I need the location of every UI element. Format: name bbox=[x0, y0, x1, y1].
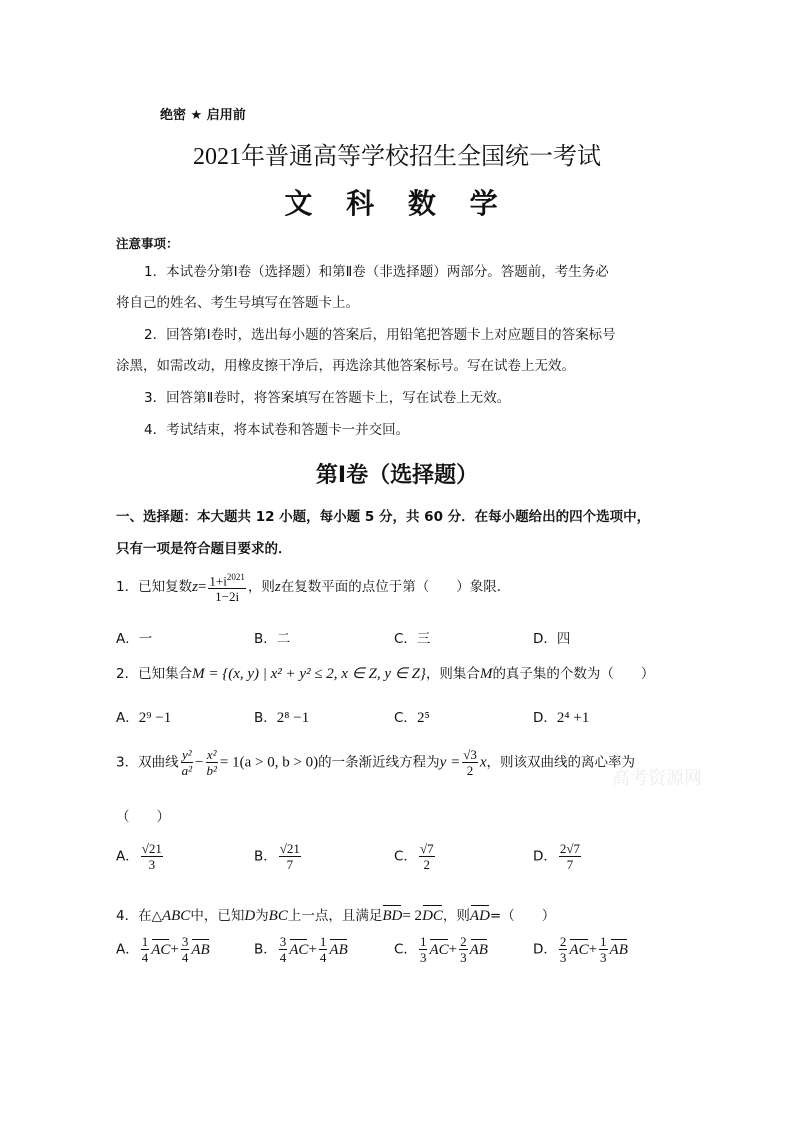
q3-a-den: 3 bbox=[148, 857, 156, 872]
note-line-2: 将自己的姓名、考生号填写在答题卡上。 bbox=[116, 295, 359, 311]
notes-heading: 注意事项： bbox=[116, 236, 179, 251]
q3-a-num: √21 bbox=[141, 841, 162, 856]
q2-a-label: A． bbox=[116, 710, 139, 726]
q3-suffix: ，则该双曲线的离心率为 bbox=[486, 754, 635, 771]
fraction-part: 3 bbox=[559, 950, 567, 965]
question-1 bbox=[116, 570, 510, 604]
fraction-part: 1 bbox=[141, 934, 149, 949]
q4-a-label: A． bbox=[116, 941, 139, 958]
q2-option-d bbox=[533, 706, 589, 727]
q3-d-den: 7 bbox=[566, 857, 574, 872]
confidential-label: 绝密 ★ 启用前 bbox=[160, 108, 246, 123]
q3-b-den: 7 bbox=[286, 857, 294, 872]
part-instruction-1: 一、选择题：本大题共 12 小题，每小题 5 分，共 60 分．在每小题给出的四个选项中， bbox=[116, 509, 651, 525]
q4-vec-ad: AD bbox=[469, 908, 490, 924]
q2-m: M bbox=[479, 666, 493, 682]
q4-option-b bbox=[254, 934, 348, 965]
q4-c-vec-ac: AC bbox=[429, 941, 449, 958]
q2-suffix2: 的真子集的个数为（ ） bbox=[492, 666, 655, 682]
q2-option-c bbox=[394, 706, 430, 727]
note-line-1: 1．本试卷分第Ⅰ卷（选择题）和第Ⅱ卷（非选择题）两部分。答题前，考生务必 bbox=[144, 264, 609, 280]
q4-bc: BC bbox=[268, 908, 288, 924]
q2-a-value: 2⁹ −1 bbox=[138, 710, 172, 726]
q4-c-label: C． bbox=[394, 941, 417, 958]
q4-b-vec-ab: AB bbox=[329, 941, 348, 958]
fraction bbox=[599, 934, 608, 965]
q3-cond: = 1(a > 0, b > 0) bbox=[219, 754, 319, 771]
fraction-part: 4 bbox=[141, 950, 149, 965]
q1-z: z bbox=[192, 579, 198, 596]
q3-c-label: C． bbox=[394, 848, 417, 865]
q3-option-d bbox=[533, 841, 583, 872]
section-title: 第Ⅰ卷（选择题） bbox=[315, 463, 479, 488]
fraction bbox=[419, 841, 435, 872]
q2-option-b bbox=[254, 706, 309, 727]
q1-denominator: 1−2i bbox=[215, 589, 240, 605]
q1-suffix-a: ，则 bbox=[247, 579, 275, 596]
q3-b-label: B． bbox=[254, 848, 277, 865]
q1-eq: = bbox=[197, 579, 207, 596]
part-instruction-2: 只有一项是符合题目要求的． bbox=[116, 541, 292, 557]
q1-exponent: 2021 bbox=[226, 572, 245, 582]
fraction-part: 1 bbox=[419, 934, 427, 949]
fraction-part: 4 bbox=[279, 950, 287, 965]
fraction-part: 4 bbox=[319, 950, 327, 965]
fraction bbox=[319, 934, 328, 965]
q3-c-num: √7 bbox=[419, 841, 434, 856]
q3-d-label: D． bbox=[533, 848, 557, 865]
q2-c-label: C． bbox=[394, 710, 417, 726]
q2-suffix: ，则集合 bbox=[425, 666, 480, 682]
q4-c-vec-ab: AB bbox=[469, 941, 488, 958]
q4-option-a bbox=[116, 934, 210, 965]
q3-option-b bbox=[254, 841, 303, 872]
q3-option-a bbox=[116, 841, 165, 872]
q3-sqrt3: √3 bbox=[463, 747, 477, 762]
fraction-part: 2 bbox=[559, 934, 567, 949]
q1-option-c: C．三 bbox=[394, 631, 431, 647]
fraction bbox=[279, 841, 301, 872]
question-3 bbox=[116, 747, 635, 778]
fraction bbox=[559, 934, 568, 965]
q3-paren: （ ） bbox=[116, 809, 170, 825]
q1-suffix-b: 在复数平面的点位于第（ ）象限． bbox=[280, 579, 511, 596]
question-4 bbox=[116, 904, 555, 925]
q2-b-value: 2⁸ −1 bbox=[276, 710, 310, 726]
q3-frac-slope bbox=[462, 747, 478, 778]
fraction-part: 2 bbox=[460, 934, 467, 949]
q4-b-label: B． bbox=[254, 941, 277, 958]
q3-prefix: 3．双曲线 bbox=[116, 754, 179, 771]
q4-a-vec-ab: AB bbox=[191, 941, 210, 958]
q4-vec-dc: DC bbox=[422, 908, 443, 924]
q2-c-value: 2⁵ bbox=[416, 710, 430, 726]
math-symbol: + bbox=[588, 941, 598, 958]
q4-b-vec-ac: AC bbox=[289, 941, 309, 958]
fraction bbox=[141, 841, 163, 872]
q4-prefix: 4．在△ bbox=[116, 908, 162, 924]
fraction-part: 1 bbox=[600, 934, 607, 949]
q4-t1: 中，已知 bbox=[190, 908, 245, 924]
q3-two: 2 bbox=[466, 763, 474, 778]
q3-mid: 的一条渐近线方程为 bbox=[318, 754, 440, 771]
q3-a2: a² bbox=[181, 763, 192, 778]
fraction bbox=[559, 841, 581, 872]
q2-d-label: D． bbox=[533, 710, 557, 726]
q2-option-a bbox=[116, 706, 171, 727]
q1-numerator: 1+i bbox=[209, 573, 227, 589]
fraction-part: 3 bbox=[279, 934, 287, 949]
q4-t3: 上一点，且满足 bbox=[287, 908, 383, 924]
q4-t5: =（ ） bbox=[489, 908, 556, 924]
math-symbol: − bbox=[195, 754, 204, 771]
q4-d: D bbox=[244, 908, 256, 924]
math-symbol: + bbox=[170, 941, 179, 958]
math-symbol: + bbox=[448, 941, 458, 958]
q4-option-d bbox=[533, 934, 628, 965]
q3-yeq: y = bbox=[439, 754, 461, 771]
q3-frac-x bbox=[205, 747, 217, 778]
question-2 bbox=[116, 662, 654, 683]
q3-x2: x² bbox=[206, 747, 217, 762]
q1-option-d: D．四 bbox=[533, 631, 571, 647]
q4-t4: ，则 bbox=[442, 908, 470, 924]
q3-a-label: A． bbox=[116, 848, 139, 865]
q4-option-c bbox=[394, 934, 488, 965]
subject-title: 文 科 数 学 bbox=[284, 187, 510, 220]
fraction-part: 4 bbox=[181, 950, 189, 965]
fraction bbox=[181, 934, 190, 965]
fraction bbox=[419, 934, 428, 965]
q3-d-num: 2√7 bbox=[559, 841, 581, 856]
q3-frac-y bbox=[181, 747, 193, 778]
fraction-part: 3 bbox=[600, 950, 607, 965]
q1-fraction bbox=[208, 570, 245, 604]
q2-d-value: 2⁴ +1 bbox=[556, 710, 590, 726]
q4-eq2: = 2 bbox=[402, 908, 423, 924]
q4-vec-bd: BD bbox=[382, 908, 403, 924]
fraction bbox=[459, 934, 468, 965]
q2-set: M = {(x, y) | x² + y² ≤ 2, x ∈ Z, y ∈ Z} bbox=[192, 666, 426, 682]
q4-d-vec-ab: AB bbox=[609, 941, 628, 958]
q4-d-label: D． bbox=[533, 941, 557, 958]
q4-a-vec-ac: AC bbox=[151, 941, 171, 958]
q2-b-label: B． bbox=[254, 710, 277, 726]
fraction-part: 3 bbox=[419, 950, 427, 965]
q3-x: x bbox=[479, 754, 487, 771]
exam-title: 2021年普通高等学校招生全国统一考试 bbox=[193, 144, 601, 170]
math-symbol: + bbox=[308, 941, 317, 958]
q4-t2: 为 bbox=[255, 908, 269, 924]
fraction-part: 3 bbox=[181, 934, 189, 949]
note-line-4: 涂黑，如需改动，用橡皮擦干净后，再选涂其他答案标号。写在试卷上无效。 bbox=[116, 358, 575, 374]
fraction bbox=[279, 934, 288, 965]
fraction-part bbox=[208, 570, 245, 589]
note-line-6: 4．考试结束，将本试卷和答题卡一并交回。 bbox=[144, 422, 410, 438]
q1-z2: z bbox=[274, 579, 281, 596]
note-line-3: 2．回答第Ⅰ卷时，选出每小题的答案后，用铅笔把答题卡上对应题目的答案标号 bbox=[144, 327, 616, 343]
q4-abc: ABC bbox=[161, 908, 191, 924]
watermark: 高考资源网 bbox=[612, 768, 702, 789]
q3-b2: b² bbox=[206, 763, 217, 778]
fraction-part: 3 bbox=[460, 950, 467, 965]
q3-c-den: 2 bbox=[423, 857, 430, 872]
q3-y2: y² bbox=[181, 747, 192, 762]
q4-d-vec-ac: AC bbox=[569, 941, 589, 958]
q1-option-b: B．二 bbox=[254, 631, 291, 647]
q3-b-num: √21 bbox=[279, 841, 300, 856]
note-line-5: 3．回答第Ⅱ卷时，将答案填写在答题卡上，写在试卷上无效。 bbox=[144, 390, 511, 406]
fraction bbox=[141, 934, 150, 965]
q1-option-a: A．一 bbox=[116, 631, 153, 647]
q3-option-c bbox=[394, 841, 437, 872]
fraction-part: 1 bbox=[319, 934, 327, 949]
q2-prefix: 2．已知集合 bbox=[116, 666, 193, 682]
q1-prefix: 1．已知复数 bbox=[116, 579, 193, 596]
